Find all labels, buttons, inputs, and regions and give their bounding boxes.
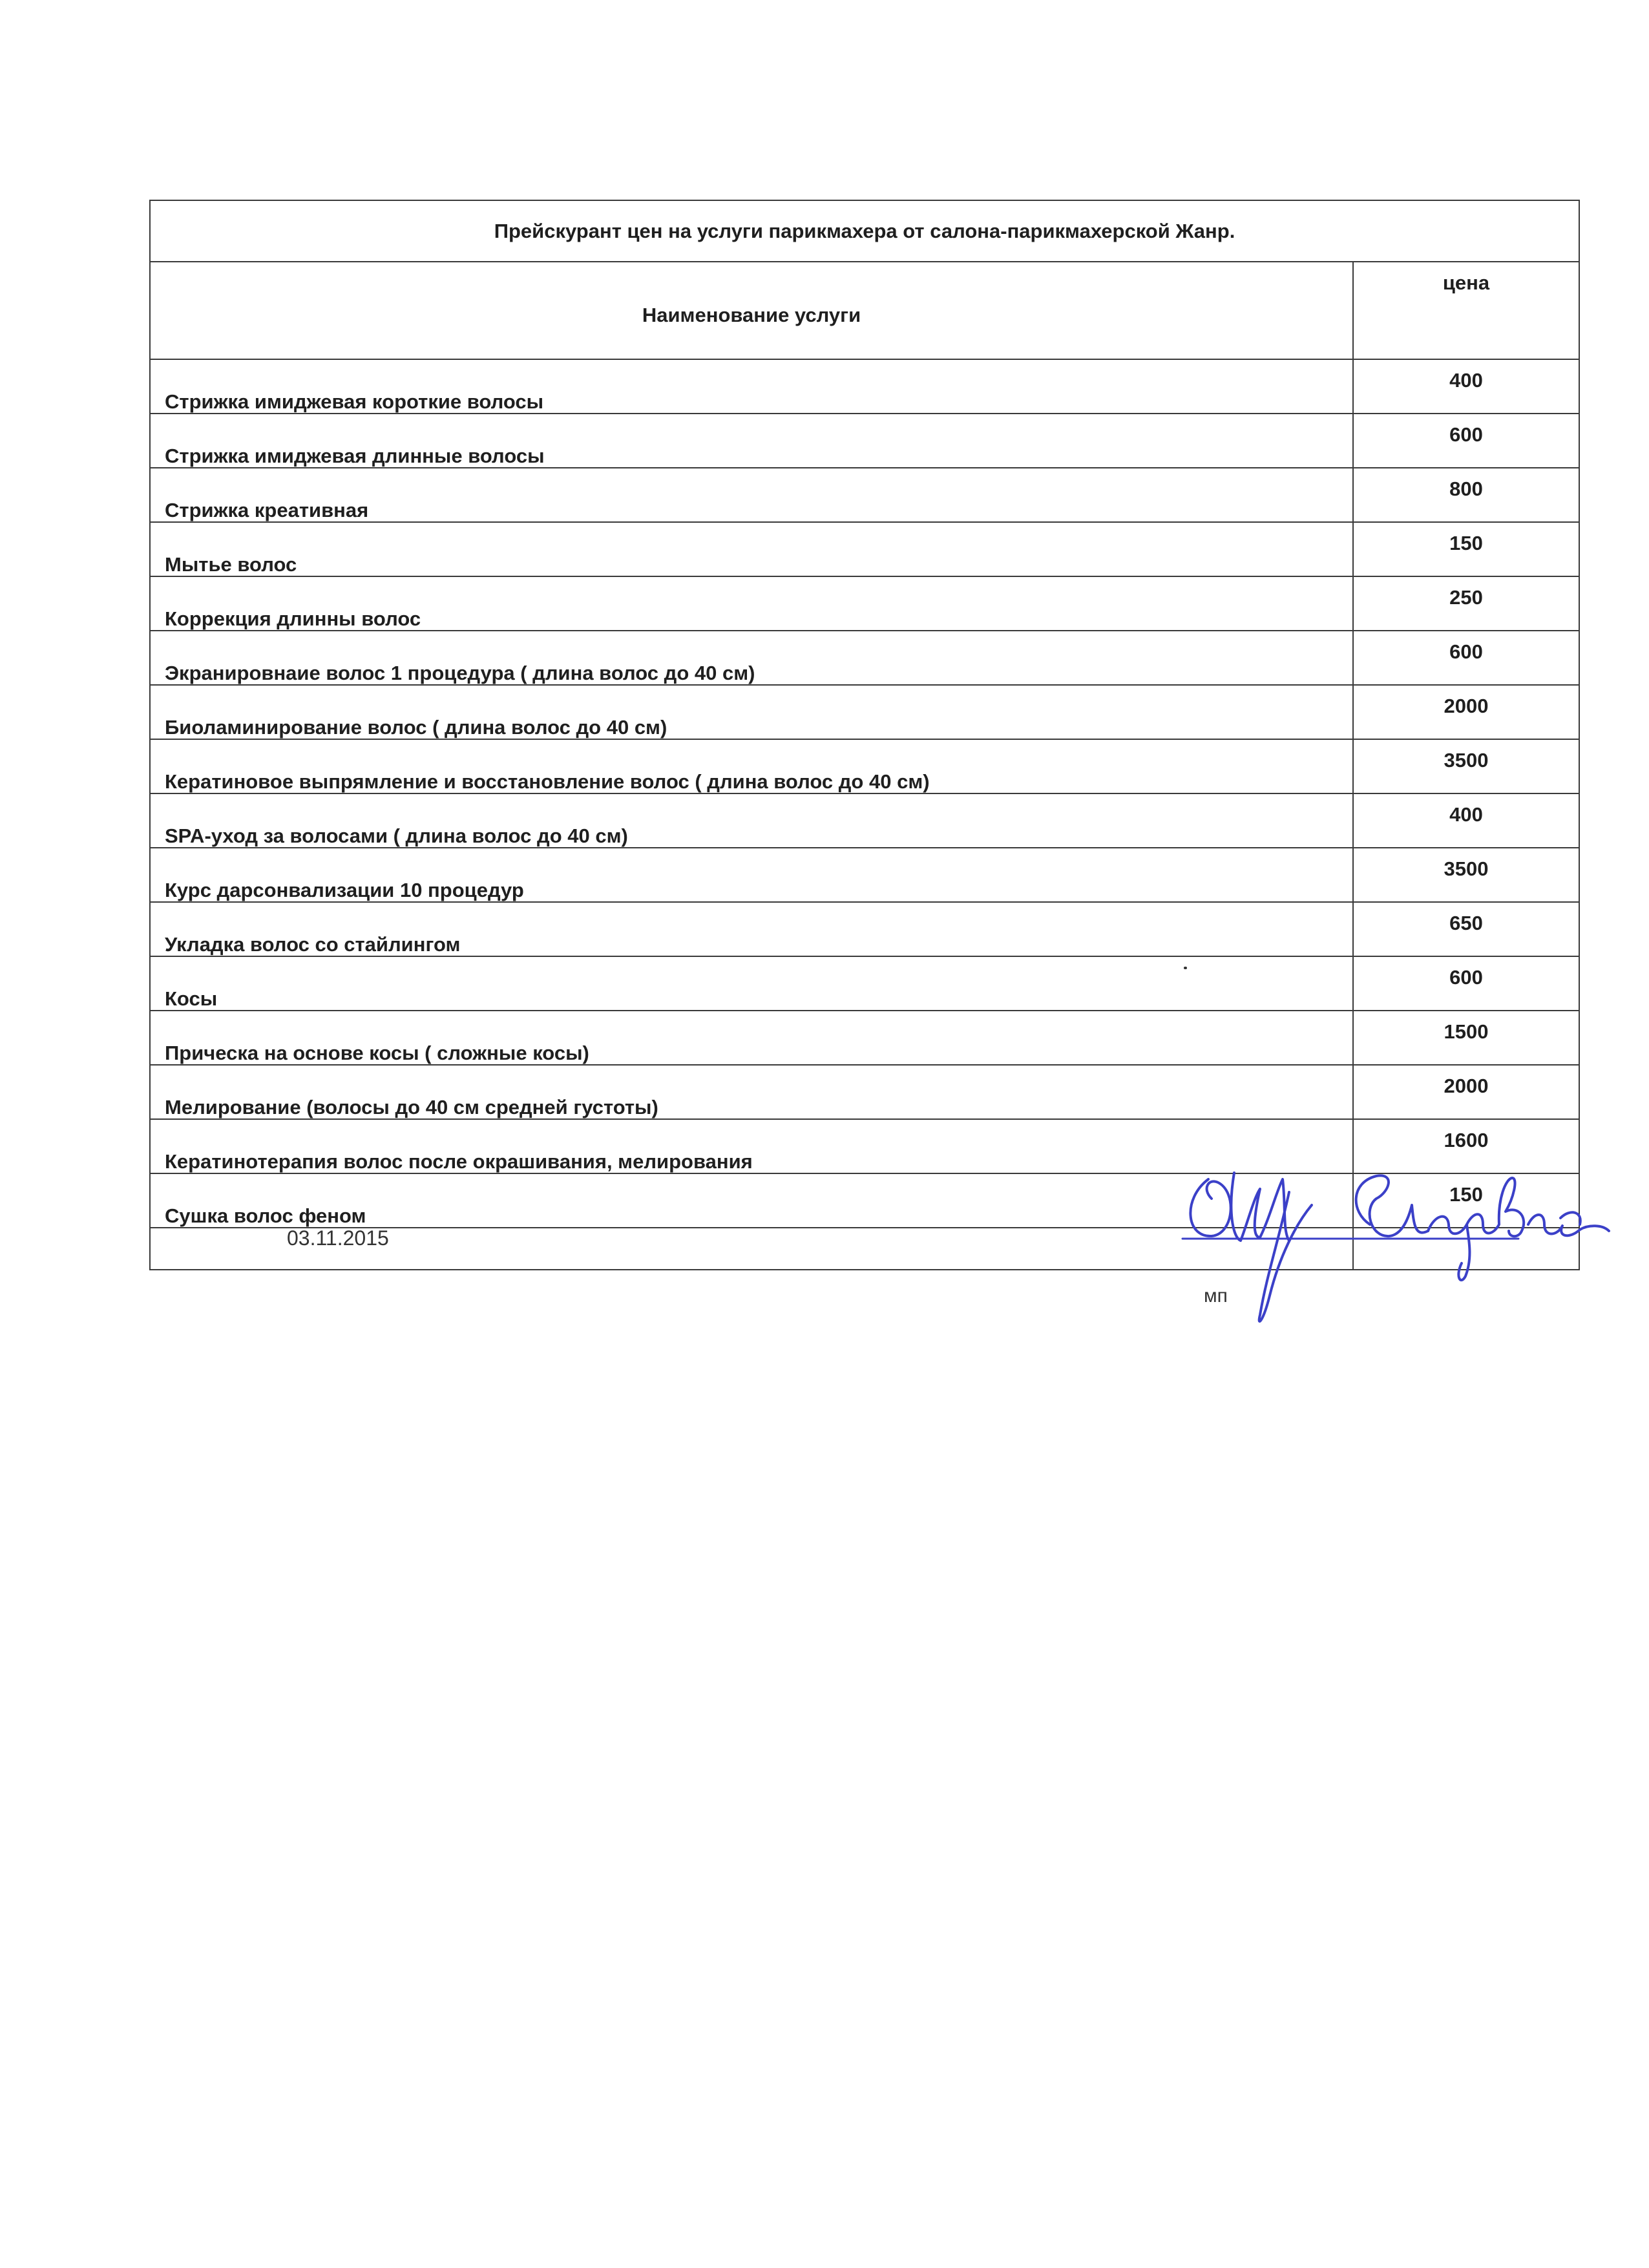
table-row [150, 631, 1579, 685]
service-name: Кератинотерапия волос после окрашивания, мелирования [150, 1119, 1353, 1173]
service-name: Прическа на основе косы ( сложные косы) [150, 1011, 1353, 1065]
service-name: Косы [150, 956, 1353, 1011]
service-name: Мелирование (волосы до 40 см средней густоты) [150, 1065, 1353, 1119]
service-name: Стрижка имиджевая длинные волосы [150, 414, 1353, 468]
stamp-placeholder-label: мп [1204, 1285, 1228, 1307]
table-row [150, 468, 1579, 522]
table-row [150, 1011, 1579, 1065]
service-price: 3500 [1353, 848, 1579, 902]
service-name: Коррекция длинны волос [150, 576, 1353, 631]
table-row [150, 685, 1579, 739]
service-price: 2000 [1353, 685, 1579, 739]
service-name: Стрижка креативная [150, 468, 1353, 522]
table-row [150, 576, 1579, 631]
service-name: Сушка волос феном [150, 1173, 1353, 1228]
table-header-row [150, 262, 1579, 359]
ink-speck [1184, 967, 1187, 969]
price-header: цена [1353, 262, 1579, 359]
table-row [150, 739, 1579, 793]
service-name: Экранировнаие волос 1 процедура ( длина волос до 40 см) [150, 631, 1353, 685]
service-name: Стрижка имиджевая короткие волосы [150, 359, 1353, 414]
service-price: 2000 [1353, 1065, 1579, 1119]
document-date: 03.11.2015 [287, 1226, 389, 1250]
service-name: Биоламинирование волос ( длина волос до 40 см) [150, 685, 1353, 739]
service-name: Укладка волос со стайлингом [150, 902, 1353, 956]
service-price: 400 [1353, 793, 1579, 848]
service-name-header: Наименование услуги [150, 262, 1353, 359]
service-name: Кератиновое выпрямление и восстановление волос ( длина волос до 40 см) [150, 739, 1353, 793]
service-price: 600 [1353, 414, 1579, 468]
price-list-table [149, 200, 1580, 1270]
table-row [150, 1065, 1579, 1119]
service-price: 150 [1353, 1173, 1579, 1228]
service-price: 600 [1353, 956, 1579, 1011]
service-price: 400 [1353, 359, 1579, 414]
service-price: 3500 [1353, 739, 1579, 793]
service-price: 650 [1353, 902, 1579, 956]
table-row [150, 902, 1579, 956]
price-list-title: Прейскурант цен на услуги парикмахера от салона-парикмахерской Жанр. [150, 200, 1579, 262]
table-row [150, 359, 1579, 414]
service-price: 600 [1353, 631, 1579, 685]
table-row [150, 793, 1579, 848]
service-price: 800 [1353, 468, 1579, 522]
service-price: 1500 [1353, 1011, 1579, 1065]
table-row [150, 414, 1579, 468]
service-name: SPA-уход за волосами ( длина волос до 40 см) [150, 793, 1353, 848]
service-price: 250 [1353, 576, 1579, 631]
table-row [150, 956, 1579, 1011]
table-row [150, 848, 1579, 902]
table-title-row [150, 200, 1579, 262]
handwritten-signature [1157, 1128, 1635, 1354]
service-name: Мытье волос [150, 522, 1353, 576]
table-row [150, 522, 1579, 576]
service-price: 1600 [1353, 1119, 1579, 1173]
price-items [150, 359, 1579, 1228]
service-price: 150 [1353, 522, 1579, 576]
service-name: Курс дарсонвализации 10 процедур [150, 848, 1353, 902]
